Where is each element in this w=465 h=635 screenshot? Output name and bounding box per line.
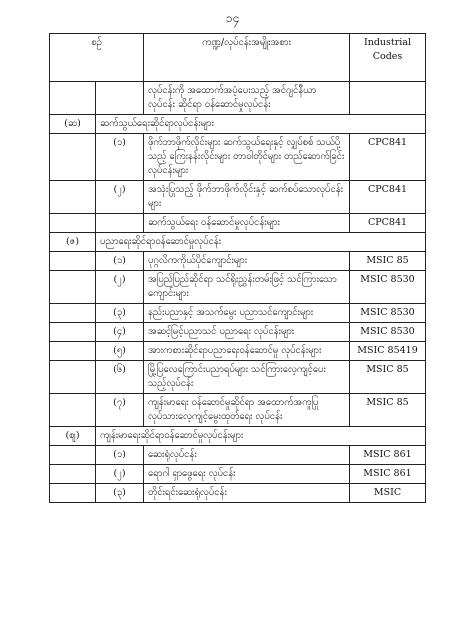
- table-row: [50, 323, 426, 342]
- empty-cell: [50, 465, 96, 484]
- industrial-code: [350, 82, 426, 115]
- item-number: (၅): [96, 342, 144, 361]
- industrial-code: MSIC 85: [350, 361, 426, 394]
- industrial-code: MSIC 861: [350, 465, 426, 484]
- section-number: (ဈ): [50, 427, 96, 446]
- industrial-code: MSIC 8530: [350, 271, 426, 304]
- section-number: (ဇ): [50, 233, 96, 252]
- section-title: ကျန်းမာရေးဆိုင်ရာဝန်ဆောင်မှုလုပ်ငန်းများ: [96, 427, 426, 446]
- item-number: (၂): [96, 271, 144, 304]
- item-description: လုပ်ငန်းကို အထောက်အပံ့ပေးသည့် အင်ဂျင်နီယာ လုပ်ငန်း ဆိုင်ရာ ဝန်ဆောင်မှုလုပ်ငန်း: [144, 82, 350, 115]
- industrial-code: MSIC 8530: [350, 323, 426, 342]
- industrial-code: MSIC 85: [350, 394, 426, 427]
- header-serial-no: စဉ်: [50, 34, 144, 82]
- item-description: ဆေးရုံလုပ်ငန်း: [144, 446, 350, 465]
- item-number: (၇): [96, 394, 144, 427]
- empty-cell: [50, 342, 96, 361]
- table-row: [50, 484, 426, 503]
- item-number: (၂): [96, 181, 144, 214]
- industrial-code: CPC841: [350, 214, 426, 233]
- empty-cell: [50, 271, 96, 304]
- table-row: [50, 181, 426, 214]
- empty-cell: [50, 252, 96, 271]
- empty-cell: [50, 304, 96, 323]
- table-row: [50, 446, 426, 465]
- item-description: အားကစားဆိုင်ရာပညာရေးဝန်ဆောင်မှု လုပ်ငန်းများ: [144, 342, 350, 361]
- item-description: နည်းပညာနှင့် အသက်မွေး ပညာသင်ကျောင်းများ: [144, 304, 350, 323]
- empty-cell: [50, 82, 96, 115]
- table-row: [50, 394, 426, 427]
- item-description: ကျန်းမာရေး ဝန်ဆောင်မှုဆိုင်ရာ အထောက်အကူပြု လုပ်သားလေ့ကျင့်မွေးထုတ်ရေး လုပ်ငန်း: [144, 394, 350, 427]
- item-number: [96, 214, 144, 233]
- section-number: (ဆ): [50, 115, 96, 134]
- section-title: ဆက်သွယ်ရေးဆိုင်ရာလုပ်ငန်းများ: [96, 115, 426, 134]
- item-number: [96, 82, 144, 115]
- item-description: ဆက်သွယ်ရေး ဝန်ဆောင်မှုလုပ်ငန်းများ: [144, 214, 350, 233]
- section-row: [50, 115, 426, 134]
- industrial-code: CPC841: [350, 181, 426, 214]
- table-body: [50, 82, 426, 503]
- item-description: အသုံးပြုသည့် ဖိုက်ဘာဖိုက်လိုင်းနှင့် ဆက်စပ်သောလုပ်ငန်းများ: [144, 181, 350, 214]
- empty-cell: [50, 484, 96, 503]
- item-description: မြို့ပြလေကြောင်းပညာရပ်များ သင်ကြားလေ့ကျင့်ပေး သည့်လုပ်ငန်း: [144, 361, 350, 394]
- table-row: [50, 82, 426, 115]
- empty-cell: [50, 214, 96, 233]
- industrial-code: MSIC 861: [350, 446, 426, 465]
- empty-cell: [50, 323, 96, 342]
- page-number: ၁၄: [225, 11, 240, 25]
- item-number: (၆): [96, 361, 144, 394]
- table-row: [50, 214, 426, 233]
- item-description: အပြည်ပြည်ဆိုင်ရာ သင်ရိုးညွှန်းတမ်းဖြင့် သင်ကြားသော ကျောင်းများ: [144, 271, 350, 304]
- header-description: ကဏ္ဍ/လုပ်ငန်းအမျိုးအစား: [144, 34, 350, 82]
- section-row: [50, 427, 426, 446]
- empty-cell: [50, 446, 96, 465]
- empty-cell: [50, 134, 96, 181]
- item-number: (၁): [96, 446, 144, 465]
- industry-codes-table: [49, 33, 426, 503]
- table-row: [50, 252, 426, 271]
- empty-cell: [50, 181, 96, 214]
- item-number: (၁): [96, 252, 144, 271]
- table-row: [50, 342, 426, 361]
- item-description: တိုင်းရင်းဆေးရုံလုပ်ငန်း: [144, 484, 350, 503]
- item-number: (၄): [96, 323, 144, 342]
- table-header-row: [50, 34, 426, 82]
- section-title: ပညာရေးဆိုင်ရာဝန်ဆောင်မှုလုပ်ငန်း: [96, 233, 426, 252]
- section-row: [50, 233, 426, 252]
- industrial-code: CPC841: [350, 134, 426, 181]
- item-description: ဖိုက်ဘာဖိုက်လိုင်းများ ဆက်သွယ်ရေးနှင့် လျှပ်စစ် သယ်ပို့သည့် ကြေးနန်းလိုင်းများ တာဝါတိုင်များ တည်ဆောက်ခြင်း လုပ်ငန်းများ: [144, 134, 350, 181]
- table-row: [50, 134, 426, 181]
- industrial-code: MSIC 85419: [350, 342, 426, 361]
- item-description: ရောဂါ ရှာဖွေရေး လုပ်ငန်း: [144, 465, 350, 484]
- industrial-code: MSIC 85: [350, 252, 426, 271]
- header-industrial-codes: Industrial Codes: [350, 34, 426, 82]
- item-description: ပုဂ္ဂလိကကိုယ်ပိုင်ကျောင်းများ: [144, 252, 350, 271]
- item-description: အဆင့်မြင့်ပညာသင် ပညာရေး လုပ်ငန်းများ: [144, 323, 350, 342]
- table-row: [50, 271, 426, 304]
- industrial-code: MSIC 8530: [350, 304, 426, 323]
- table-row: [50, 304, 426, 323]
- table-row: [50, 361, 426, 394]
- empty-cell: [50, 394, 96, 427]
- item-number: (၂): [96, 465, 144, 484]
- table-row: [50, 465, 426, 484]
- industrial-code: MSIC: [350, 484, 426, 503]
- item-number: (၁): [96, 134, 144, 181]
- item-number: (၃): [96, 484, 144, 503]
- item-number: (၃): [96, 304, 144, 323]
- empty-cell: [50, 361, 96, 394]
